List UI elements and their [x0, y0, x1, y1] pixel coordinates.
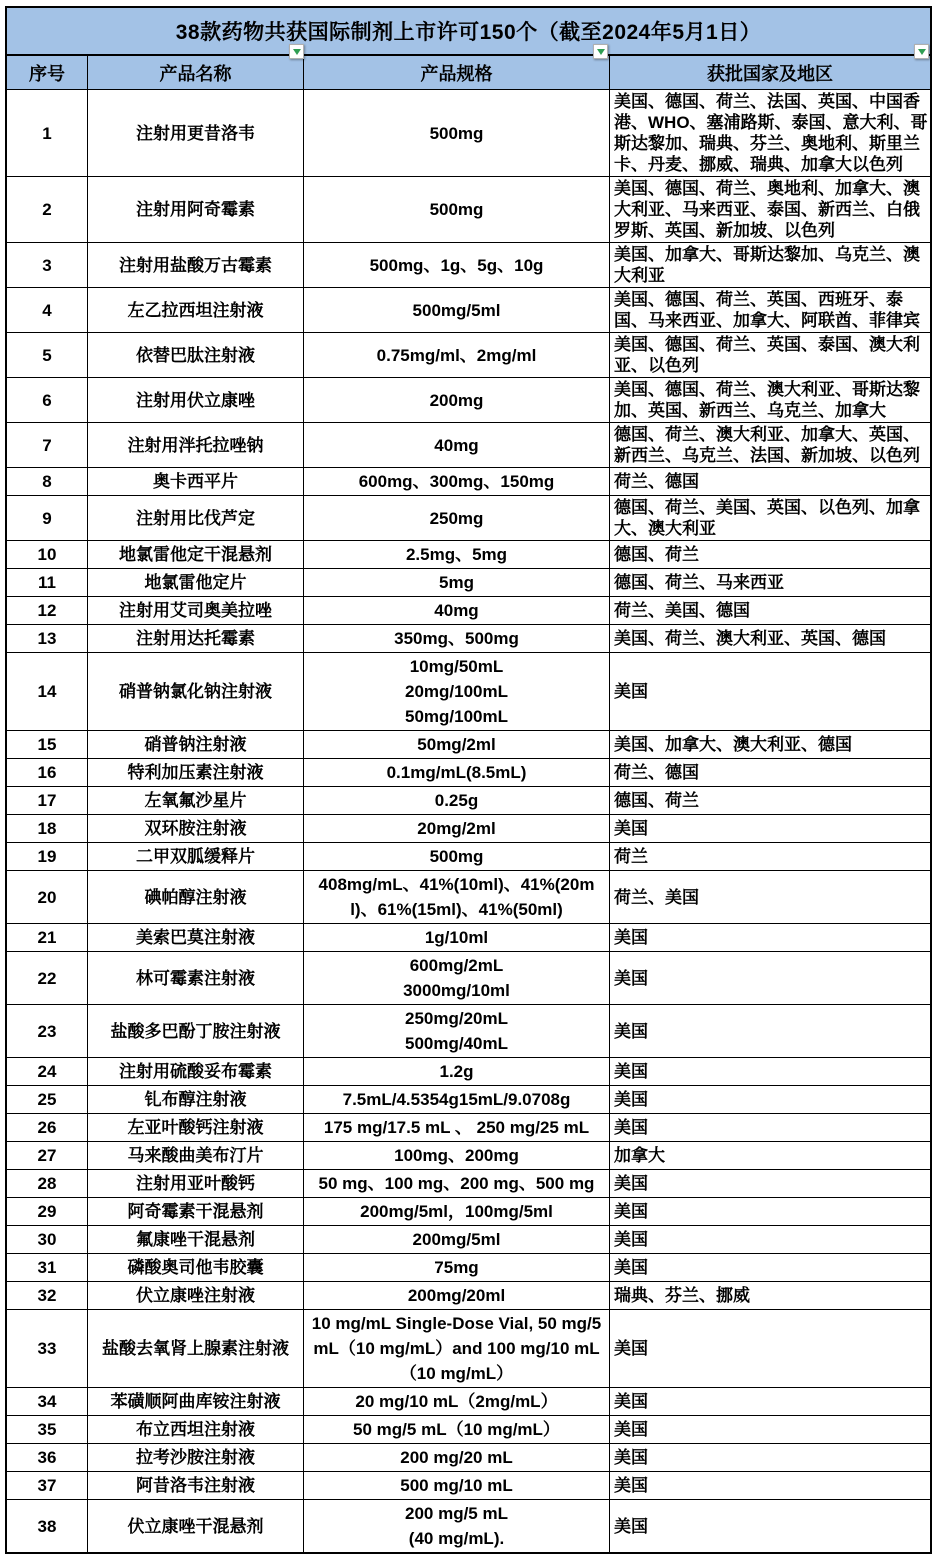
cell-product-spec: 5mg [304, 569, 610, 596]
cell-no: 9 [7, 496, 88, 540]
cell-product-spec: 50 mg/5 mL（10 mg/mL） [304, 1416, 610, 1443]
cell-approved-countries: 德国、荷兰、美国、英国、以色列、加拿大、澳大利亚 [614, 498, 920, 538]
cell-product-name: 注射用比伐芦定 [88, 496, 304, 540]
cell-no: 27 [7, 1142, 88, 1169]
cell-product-name: 双环胺注射液 [88, 815, 304, 842]
column-header-approved-countries: 获批国家及地区 [707, 63, 833, 84]
cell-no: 28 [7, 1170, 88, 1197]
spec-line: 600mg/2mL [409, 956, 504, 975]
cell-product-spec: 500mg [304, 177, 610, 242]
cell-approved-countries: 瑞典、芬兰、挪威 [614, 1286, 750, 1305]
cell-no: 20 [7, 871, 88, 923]
cell-no: 19 [7, 843, 88, 870]
cell-product-name: 林可霉素注射液 [88, 952, 304, 1004]
table-row [7, 288, 930, 333]
cell-no: 22 [7, 952, 88, 1004]
cell-approved-countries: 荷兰、美国 [614, 887, 699, 907]
cell-no: 26 [7, 1114, 88, 1141]
cell-product-name: 布立西坦注射液 [88, 1416, 304, 1443]
cell-approved-countries: 德国、荷兰、马来西亚 [614, 573, 784, 592]
cell-product-spec: 500mg/5ml [304, 288, 610, 332]
cell-no: 37 [7, 1472, 88, 1499]
cell-no: 15 [7, 731, 88, 758]
cell-no: 33 [7, 1310, 88, 1387]
table-row [7, 468, 930, 496]
cell-product-spec [304, 952, 610, 1004]
cell-approved-countries: 美国、德国、荷兰、英国、泰国、澳大利亚、以色列 [614, 335, 920, 375]
cell-product-spec: 50mg/2ml [304, 731, 610, 758]
cell-product-name: 氟康唑干混悬剂 [88, 1226, 304, 1253]
spreadsheet-table [0, 6, 937, 1554]
cell-product-spec: 0.25g [304, 787, 610, 814]
cell-approved-countries: 美国、加拿大、澳大利亚、德国 [614, 735, 852, 754]
cell-approved-countries: 荷兰、德国 [614, 763, 699, 782]
cell-no: 7 [7, 423, 88, 467]
cell-product-name: 左乙拉西坦注射液 [88, 288, 304, 332]
cell-approved-countries: 荷兰、德国 [614, 472, 699, 491]
cell-no: 4 [7, 288, 88, 332]
cell-approved-countries: 德国、荷兰、澳大利亚、加拿大、英国、新西兰、乌克兰、法国、新加坡、以色列 [614, 425, 920, 465]
cell-product-spec: 1g/10ml [304, 924, 610, 951]
cell-no: 13 [7, 625, 88, 652]
cell-no: 29 [7, 1198, 88, 1225]
table-row [7, 333, 930, 378]
table-row [7, 1058, 930, 1086]
cell-product-name: 阿昔洛韦注射液 [88, 1472, 304, 1499]
cell-product-spec: 200 mg/20 mL [304, 1444, 610, 1471]
spec-line: 20mg/100mL [405, 682, 508, 701]
cell-approved-countries: 美国、德国、荷兰、英国、西班牙、泰国、马来西亚、加拿大、阿联酋、菲律宾 [614, 290, 920, 330]
cell-product-name: 左氧氟沙星片 [88, 787, 304, 814]
cell-no: 10 [7, 541, 88, 568]
spec-line: (40 mg/mL). [408, 1529, 505, 1548]
cell-product-name: 拉考沙胺注射液 [88, 1444, 304, 1471]
spec-line: 3000mg/10ml [403, 981, 510, 1000]
filter-dropdown-product-spec[interactable] [593, 44, 608, 59]
cell-no: 21 [7, 924, 88, 951]
table-row [7, 90, 930, 177]
table-row [7, 569, 930, 597]
cell-approved-countries: 荷兰、美国、德国 [614, 601, 750, 620]
table-title-bar [7, 8, 930, 56]
table-row [7, 378, 930, 423]
cell-product-spec: 100mg、200mg [304, 1142, 610, 1169]
table-header-row [7, 56, 930, 90]
table-row [7, 1444, 930, 1472]
cell-product-name: 马来酸曲美布汀片 [88, 1142, 304, 1169]
cell-product-name: 苯磺顺阿曲库铵注射液 [88, 1388, 304, 1415]
table-row [7, 625, 930, 653]
cell-approved-countries: 美国、德国、荷兰、法国、英国、中国香港、WHO、塞浦路斯、泰国、意大利、哥斯达黎加、瑞典、芬兰、奥地利、斯里兰卡、丹麦、挪威、瑞典、加拿大以色列 [614, 92, 928, 174]
spec-line: 250mg/20mL [405, 1009, 508, 1028]
cell-product-name: 注射用达托霉素 [88, 625, 304, 652]
cell-product-spec: 250mg [304, 496, 610, 540]
spec-line: 10mg/50mL [409, 657, 504, 676]
cell-product-name: 盐酸去氧肾上腺素注射液 [88, 1310, 304, 1387]
spec-line: 200 mg/5 mL [405, 1504, 508, 1523]
cell-product-name: 美索巴莫注射液 [88, 924, 304, 951]
drug-approval-table [5, 6, 932, 1554]
cell-product-spec: 500mg [304, 90, 610, 176]
cell-no: 34 [7, 1388, 88, 1415]
cell-product-name: 左亚叶酸钙注射液 [88, 1114, 304, 1141]
table-row [7, 1198, 930, 1226]
cell-no: 32 [7, 1282, 88, 1309]
cell-product-name: 伏立康唑注射液 [88, 1282, 304, 1309]
table-row [7, 1005, 930, 1058]
cell-approved-countries: 美国 [614, 1021, 648, 1041]
table-row [7, 1472, 930, 1500]
cell-product-name: 注射用阿奇霉素 [88, 177, 304, 242]
cell-no: 2 [7, 177, 88, 242]
cell-product-name: 注射用盐酸万古霉素 [88, 243, 304, 287]
cell-approved-countries: 美国 [614, 1392, 648, 1411]
cell-product-name: 地氯雷他定片 [88, 569, 304, 596]
cell-product-spec: 20mg/2ml [304, 815, 610, 842]
cell-product-name: 二甲双胍缓释片 [88, 843, 304, 870]
cell-approved-countries: 美国 [614, 1230, 648, 1249]
spec-line: 500mg/40mL [405, 1034, 508, 1053]
table-row [7, 815, 930, 843]
cell-product-spec: 500mg [304, 843, 610, 870]
cell-no: 11 [7, 569, 88, 596]
cell-product-name: 硝普钠氯化钠注射液 [88, 653, 304, 730]
cell-no: 18 [7, 815, 88, 842]
cell-approved-countries: 美国 [614, 1258, 648, 1277]
table-row [7, 759, 930, 787]
cell-product-name: 钆布醇注射液 [88, 1086, 304, 1113]
cell-approved-countries: 美国、加拿大、哥斯达黎加、乌克兰、澳大利亚 [614, 245, 920, 285]
cell-product-name: 盐酸多巴酚丁胺注射液 [88, 1005, 304, 1057]
cell-product-name: 依替巴肽注射液 [88, 333, 304, 377]
table-body [7, 90, 930, 1552]
cell-product-spec: 200mg [304, 378, 610, 422]
table-row [7, 1170, 930, 1198]
cell-approved-countries: 美国 [614, 819, 648, 838]
cell-no: 23 [7, 1005, 88, 1057]
cell-approved-countries: 美国、德国、荷兰、澳大利亚、哥斯达黎加、英国、新西兰、乌克兰、加拿大 [614, 380, 920, 420]
column-header-product-name: 产品名称 [88, 56, 304, 89]
cell-no: 35 [7, 1416, 88, 1443]
filter-dropdown-product-name[interactable] [289, 44, 304, 59]
cell-approved-countries: 美国、荷兰、澳大利亚、英国、德国 [614, 629, 886, 648]
column-header-no: 序号 [7, 56, 88, 89]
cell-no: 14 [7, 653, 88, 730]
table-row [7, 177, 930, 243]
table-row [7, 653, 930, 731]
cell-product-name: 注射用艾司奥美拉唑 [88, 597, 304, 624]
cell-product-spec: 175 mg/17.5 mL 、 250 mg/25 mL [304, 1114, 610, 1141]
cell-product-spec: 350mg、500mg [304, 625, 610, 652]
cell-product-spec: 75mg [304, 1254, 610, 1281]
table-row [7, 1086, 930, 1114]
cell-no: 31 [7, 1254, 88, 1281]
table-row [7, 1388, 930, 1416]
column-header-product-spec: 产品规格 [304, 56, 610, 89]
table-row [7, 496, 930, 541]
cell-product-spec [304, 1005, 610, 1057]
cell-product-spec: 408mg/mL、41%(10ml)、41%(20ml)、61%(15ml)、41%(50ml) [304, 871, 610, 923]
cell-approved-countries: 美国 [614, 1062, 648, 1081]
cell-no: 12 [7, 597, 88, 624]
cell-product-spec: 7.5mL/4.5354g15mL/9.0708g [304, 1086, 610, 1113]
cell-approved-countries: 美国 [614, 1174, 648, 1193]
cell-product-name: 磷酸奥司他韦胶囊 [88, 1254, 304, 1281]
cell-no: 24 [7, 1058, 88, 1085]
cell-product-spec: 500mg、1g、5g、10g [304, 243, 610, 287]
table-row [7, 423, 930, 468]
cell-product-spec: 20 mg/10 mL（2mg/mL） [304, 1388, 610, 1415]
cell-approved-countries: 美国 [614, 928, 648, 947]
cell-product-spec: 40mg [304, 597, 610, 624]
cell-approved-countries: 美国 [614, 682, 648, 701]
cell-product-name: 注射用伏立康唑 [88, 378, 304, 422]
cell-approved-countries: 美国 [614, 1202, 648, 1221]
cell-product-name: 注射用更昔洛韦 [88, 90, 304, 176]
cell-product-spec: 10 mg/mL Single-Dose Vial, 50 mg/5 mL（10 mg/mL）and 100 mg/10 mL（10 mg/mL） [304, 1310, 610, 1387]
cell-product-name: 碘帕醇注射液 [88, 871, 304, 923]
cell-product-spec: 40mg [304, 423, 610, 467]
cell-no: 38 [7, 1500, 88, 1552]
cell-approved-countries: 美国 [614, 968, 648, 988]
cell-product-spec [304, 653, 610, 730]
table-row [7, 787, 930, 815]
cell-approved-countries: 加拿大 [614, 1146, 665, 1165]
cell-approved-countries: 美国 [614, 1090, 648, 1109]
cell-product-spec [304, 1500, 610, 1552]
cell-product-name: 特利加压素注射液 [88, 759, 304, 786]
cell-no: 6 [7, 378, 88, 422]
cell-product-spec: 50 mg、100 mg、200 mg、500 mg [304, 1170, 610, 1197]
cell-product-spec: 600mg、300mg、150mg [304, 468, 610, 495]
cell-product-name: 注射用泮托拉唑钠 [88, 423, 304, 467]
table-row [7, 1500, 930, 1552]
filter-dropdown-approved-countries[interactable] [914, 44, 929, 59]
table-row [7, 1142, 930, 1170]
cell-no: 25 [7, 1086, 88, 1113]
table-row [7, 1310, 930, 1388]
cell-product-name: 阿奇霉素干混悬剂 [88, 1198, 304, 1225]
cell-product-spec: 200mg/20ml [304, 1282, 610, 1309]
cell-approved-countries: 美国 [614, 1516, 648, 1536]
cell-product-spec: 500 mg/10 mL [304, 1472, 610, 1499]
cell-no: 30 [7, 1226, 88, 1253]
table-row [7, 541, 930, 569]
table-row [7, 1114, 930, 1142]
cell-approved-countries: 美国、德国、荷兰、奥地利、加拿大、澳大利亚、马来西亚、泰国、新西兰、白俄罗斯、英国、新加坡、以色列 [614, 179, 920, 240]
table-row [7, 1416, 930, 1444]
cell-no: 17 [7, 787, 88, 814]
cell-approved-countries: 美国 [614, 1420, 648, 1439]
cell-no: 5 [7, 333, 88, 377]
table-row [7, 924, 930, 952]
table-row [7, 843, 930, 871]
cell-product-spec: 200mg/5ml，100mg/5ml [304, 1198, 610, 1225]
cell-no: 36 [7, 1444, 88, 1471]
dropdown-arrow-icon [918, 49, 926, 55]
cell-approved-countries: 美国 [614, 1476, 648, 1495]
table-row [7, 952, 930, 1005]
cell-no: 3 [7, 243, 88, 287]
cell-product-name: 硝普钠注射液 [88, 731, 304, 758]
dropdown-arrow-icon [597, 49, 605, 55]
table-title: 38款药物共获国际制剂上市许可150个（截至2024年5月1日） [175, 21, 762, 44]
table-row [7, 1282, 930, 1310]
cell-approved-countries: 美国 [614, 1339, 648, 1358]
cell-approved-countries: 德国、荷兰 [614, 791, 699, 810]
table-row [7, 871, 930, 924]
cell-product-name: 伏立康唑干混悬剂 [88, 1500, 304, 1552]
table-row [7, 1226, 930, 1254]
cell-approved-countries: 美国 [614, 1118, 648, 1137]
dropdown-arrow-icon [293, 49, 301, 55]
cell-no: 8 [7, 468, 88, 495]
cell-product-spec: 200mg/5ml [304, 1226, 610, 1253]
cell-product-spec: 2.5mg、5mg [304, 541, 610, 568]
cell-approved-countries: 荷兰 [614, 847, 648, 866]
cell-approved-countries: 美国 [614, 1448, 648, 1467]
cell-product-name: 地氯雷他定干混悬剂 [88, 541, 304, 568]
cell-product-name: 奥卡西平片 [88, 468, 304, 495]
cell-product-name: 注射用亚叶酸钙 [88, 1170, 304, 1197]
table-row [7, 597, 930, 625]
cell-product-spec: 1.2g [304, 1058, 610, 1085]
cell-no: 16 [7, 759, 88, 786]
cell-no: 1 [7, 90, 88, 176]
cell-product-name: 注射用硫酸妥布霉素 [88, 1058, 304, 1085]
cell-product-spec: 0.1mg/mL(8.5mL) [304, 759, 610, 786]
cell-product-spec: 0.75mg/ml、2mg/ml [304, 333, 610, 377]
table-row [7, 1254, 930, 1282]
table-row [7, 731, 930, 759]
table-row [7, 243, 930, 288]
cell-approved-countries: 德国、荷兰 [614, 545, 699, 564]
spec-line: 50mg/100mL [405, 707, 508, 726]
